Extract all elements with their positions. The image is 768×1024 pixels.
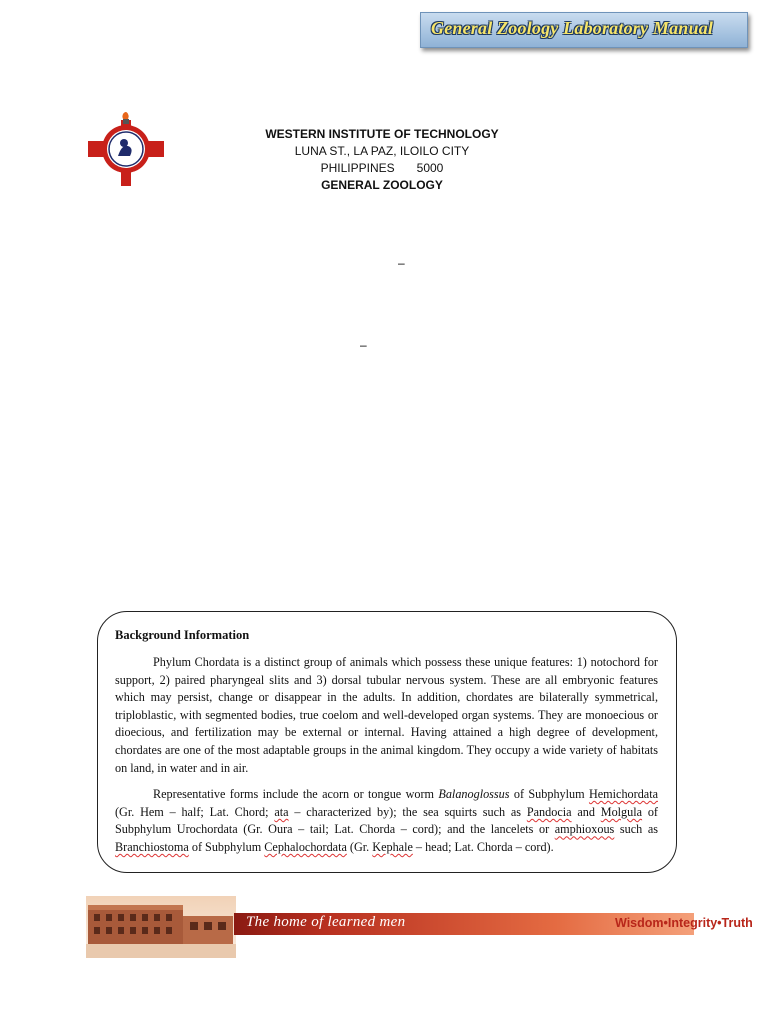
zip-code: 5000 — [416, 161, 444, 175]
country-zip-line — [250, 160, 514, 177]
subject-title: GENERAL ZOOLOGY — [321, 178, 443, 192]
manual-title: General Zoology Laboratory Manual — [431, 18, 714, 38]
dash-mark: – — [360, 338, 367, 352]
campus-building-image — [86, 896, 236, 958]
term-branchiostoma: Branchiostoma — [115, 839, 189, 854]
term-molgula: Molgula — [600, 804, 643, 819]
dash-mark: – — [398, 256, 405, 270]
school-seal-icon — [88, 110, 164, 190]
genus-balanoglossus: Balanoglossus — [438, 787, 510, 802]
country: PHILIPPINES — [320, 161, 395, 175]
paragraph-chordata: Phylum Chordata is a distinct group of animals which possess these unique features: 1) notochord for support, 2) paired pharyngeal slits and 3) dorsal tubular nervous system. These are all embryonic features which may persist, change or disappear in the adults. In addition, chordates are bilaterally symmetrical, triploblastic, with segmented bodies, true coelom and well-developed organ systems. They are monoecious or dioecious, and fertilization may be external or internal. Having attained a high degree of development, chordates are one of the most adaptable groups in the animal kingdom. They occupy a wide variety of habitats on land, in water and in air. — [115, 655, 658, 775]
term-pandocia: Pandocia — [526, 804, 572, 819]
letterhead — [250, 126, 514, 194]
school-motto: Wisdom•Integrity•Truth — [615, 916, 753, 930]
term-ata: ata — [274, 804, 289, 819]
term-hemichordata: Hemichordata — [588, 787, 658, 802]
term-kephale: Kephale — [372, 839, 413, 854]
background-title: Background Information — [115, 628, 250, 642]
institution-name: WESTERN INSTITUTE OF TECHNOLOGY — [265, 127, 499, 141]
term-amphioxous: amphioxous — [554, 822, 615, 837]
manual-title-banner — [420, 12, 748, 48]
institution-address: LUNA ST., LA PAZ, ILOILO CITY — [294, 144, 470, 158]
paragraph-representatives: Representative forms include the acorn or tongue worm Balanoglossus of Subphylum Hemichordata (Gr. Hem – half; Lat. Chord; ata – characterized by); the sea squirts such as Pandocia and Molgula of Subphylum Urochordata (Gr. Oura – tail; Lat. Chorda – cord); and the lancelets or amphioxous such as Branchiostoma of Subphylum Cephalochordata (Gr. Kephale – head; Lat. Chorda – cord). — [115, 787, 658, 854]
term-cephalochordata: Cephalochordata — [264, 839, 347, 854]
background-info-box — [97, 611, 677, 873]
tagline: The home of learned men — [246, 914, 406, 930]
page-footer — [86, 896, 758, 958]
